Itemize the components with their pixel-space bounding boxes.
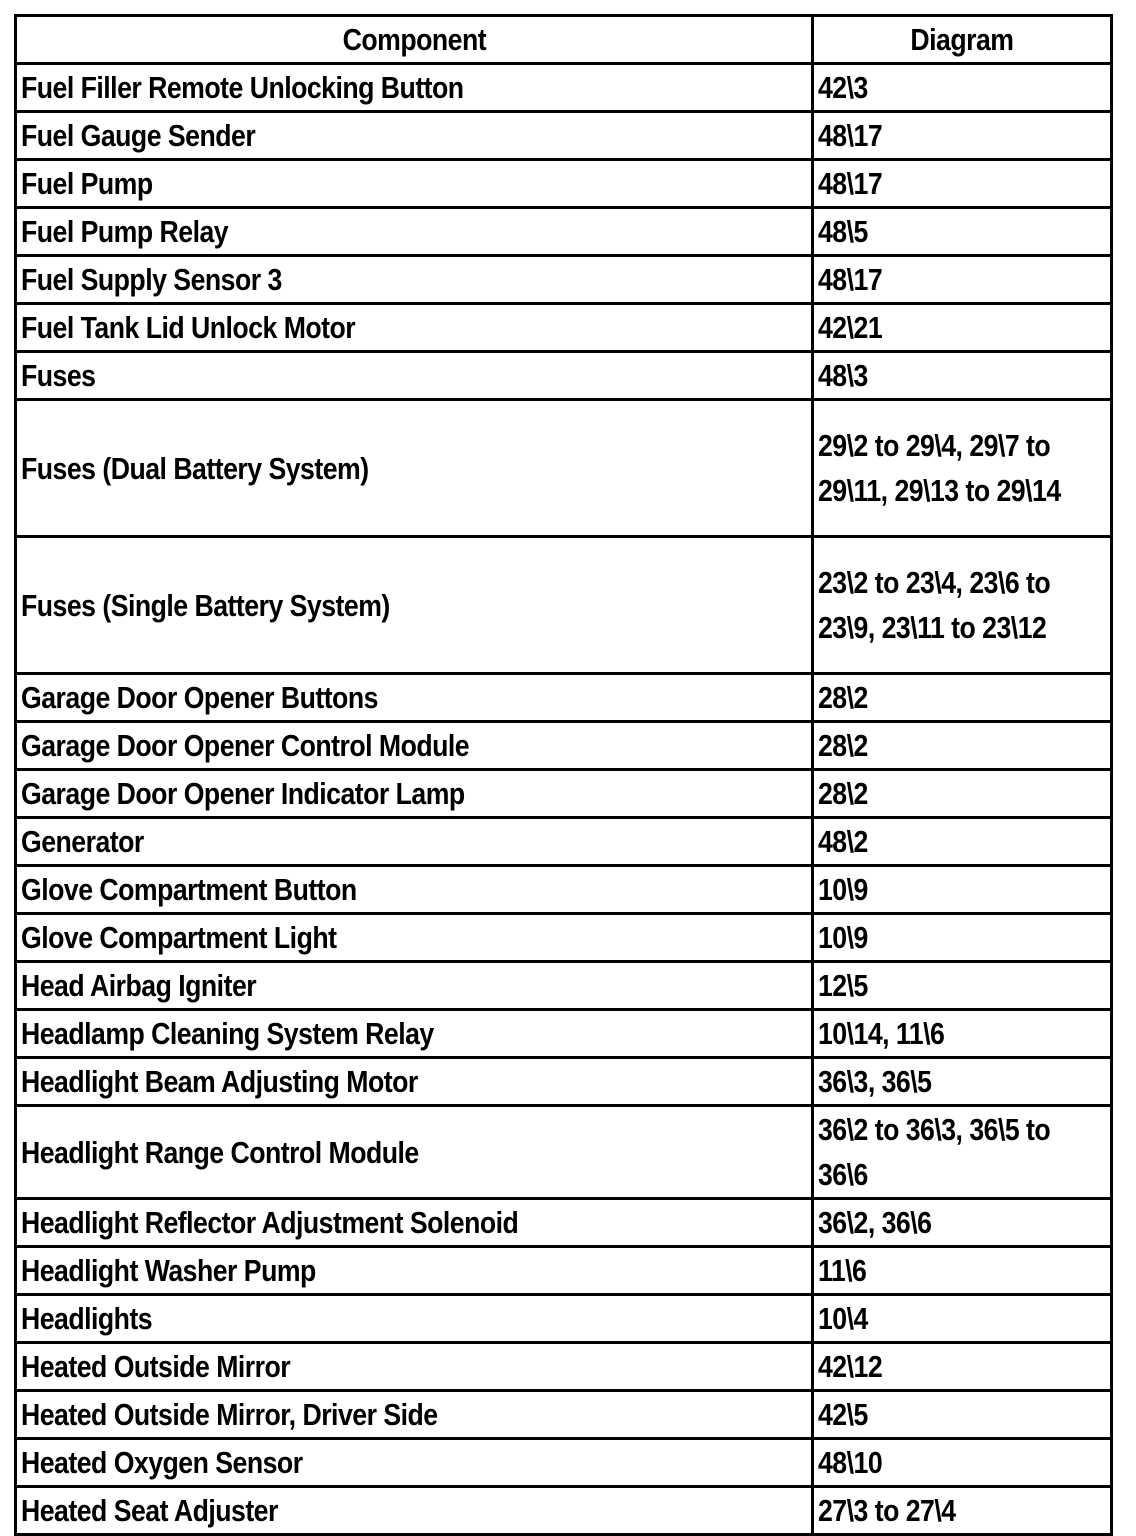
component-cell: Headlight Range Control Module xyxy=(16,1106,813,1199)
diagram-cell: 12\5 xyxy=(813,962,1112,1010)
diagram-cell: 48\2 xyxy=(813,818,1112,866)
component-table-container xyxy=(14,14,1110,1536)
diagram-cell: 48\3 xyxy=(813,352,1112,400)
table-row xyxy=(16,352,1112,400)
diagram-cell: 48\17 xyxy=(813,160,1112,208)
diagram-cell: 48\5 xyxy=(813,208,1112,256)
table-row xyxy=(16,160,1112,208)
diagram-cell: 36\2 to 36\3, 36\5 to 36\6 xyxy=(813,1106,1112,1199)
table-row xyxy=(16,866,1112,914)
column-header-component: Component xyxy=(16,16,813,64)
table-row xyxy=(16,256,1112,304)
component-cell: Glove Compartment Light xyxy=(16,914,813,962)
diagram-cell: 28\2 xyxy=(813,674,1112,722)
component-cell: Fuel Pump xyxy=(16,160,813,208)
diagram-cell: 42\21 xyxy=(813,304,1112,352)
table-header-row xyxy=(16,16,1112,64)
component-diagram-table xyxy=(14,14,1113,1536)
component-cell: Head Airbag Igniter xyxy=(16,962,813,1010)
table-row xyxy=(16,400,1112,537)
table-row xyxy=(16,1343,1112,1391)
component-cell: Headlight Reflector Adjustment Solenoid xyxy=(16,1199,813,1247)
diagram-cell: 48\10 xyxy=(813,1439,1112,1487)
component-cell: Headlight Washer Pump xyxy=(16,1247,813,1295)
component-cell: Headlamp Cleaning System Relay xyxy=(16,1010,813,1058)
table-row xyxy=(16,1487,1112,1535)
table-row xyxy=(16,674,1112,722)
component-cell: Garage Door Opener Control Module xyxy=(16,722,813,770)
component-cell: Garage Door Opener Buttons xyxy=(16,674,813,722)
component-cell: Garage Door Opener Indicator Lamp xyxy=(16,770,813,818)
table-row xyxy=(16,1199,1112,1247)
component-cell: Headlight Beam Adjusting Motor xyxy=(16,1058,813,1106)
table-row xyxy=(16,770,1112,818)
component-cell: Fuel Supply Sensor 3 xyxy=(16,256,813,304)
diagram-cell: 28\2 xyxy=(813,722,1112,770)
component-cell: Headlights xyxy=(16,1295,813,1343)
component-cell: Fuses (Dual Battery System) xyxy=(16,400,813,537)
table-row xyxy=(16,1295,1112,1343)
diagram-cell: 42\3 xyxy=(813,64,1112,112)
diagram-cell: 10\14, 11\6 xyxy=(813,1010,1112,1058)
table-row xyxy=(16,537,1112,674)
diagram-cell: 48\17 xyxy=(813,112,1112,160)
table-row xyxy=(16,304,1112,352)
diagram-cell: 36\3, 36\5 xyxy=(813,1058,1112,1106)
component-cell: Fuses xyxy=(16,352,813,400)
component-cell: Heated Oxygen Sensor xyxy=(16,1439,813,1487)
diagram-cell: 42\5 xyxy=(813,1391,1112,1439)
diagram-cell: 48\17 xyxy=(813,256,1112,304)
component-cell: Heated Outside Mirror xyxy=(16,1343,813,1391)
component-cell: Fuel Filler Remote Unlocking Button xyxy=(16,64,813,112)
table-row xyxy=(16,1391,1112,1439)
table-row xyxy=(16,1439,1112,1487)
table-row xyxy=(16,1010,1112,1058)
column-header-diagram: Diagram xyxy=(813,16,1112,64)
diagram-cell: 10\4 xyxy=(813,1295,1112,1343)
component-cell: Heated Seat Adjuster xyxy=(16,1487,813,1535)
table-row xyxy=(16,818,1112,866)
table-row xyxy=(16,962,1112,1010)
table-row xyxy=(16,112,1112,160)
component-cell: Generator xyxy=(16,818,813,866)
table-row xyxy=(16,64,1112,112)
component-cell: Heated Outside Mirror, Driver Side xyxy=(16,1391,813,1439)
component-cell: Glove Compartment Button xyxy=(16,866,813,914)
diagram-cell: 27\3 to 27\4 xyxy=(813,1487,1112,1535)
table-row xyxy=(16,1247,1112,1295)
component-cell: Fuel Tank Lid Unlock Motor xyxy=(16,304,813,352)
diagram-cell: 23\2 to 23\4, 23\6 to 23\9, 23\11 to 23\12 xyxy=(813,537,1112,674)
diagram-cell: 10\9 xyxy=(813,914,1112,962)
diagram-cell: 10\9 xyxy=(813,866,1112,914)
table-row xyxy=(16,1058,1112,1106)
diagram-cell: 29\2 to 29\4, 29\7 to 29\11, 29\13 to 29\14 xyxy=(813,400,1112,537)
component-cell: Fuel Pump Relay xyxy=(16,208,813,256)
table-row xyxy=(16,914,1112,962)
component-cell: Fuses (Single Battery System) xyxy=(16,537,813,674)
table-row xyxy=(16,722,1112,770)
diagram-cell: 42\12 xyxy=(813,1343,1112,1391)
diagram-cell: 28\2 xyxy=(813,770,1112,818)
table-row xyxy=(16,1106,1112,1199)
diagram-cell: 36\2, 36\6 xyxy=(813,1199,1112,1247)
table-row xyxy=(16,208,1112,256)
diagram-cell: 11\6 xyxy=(813,1247,1112,1295)
component-cell: Fuel Gauge Sender xyxy=(16,112,813,160)
